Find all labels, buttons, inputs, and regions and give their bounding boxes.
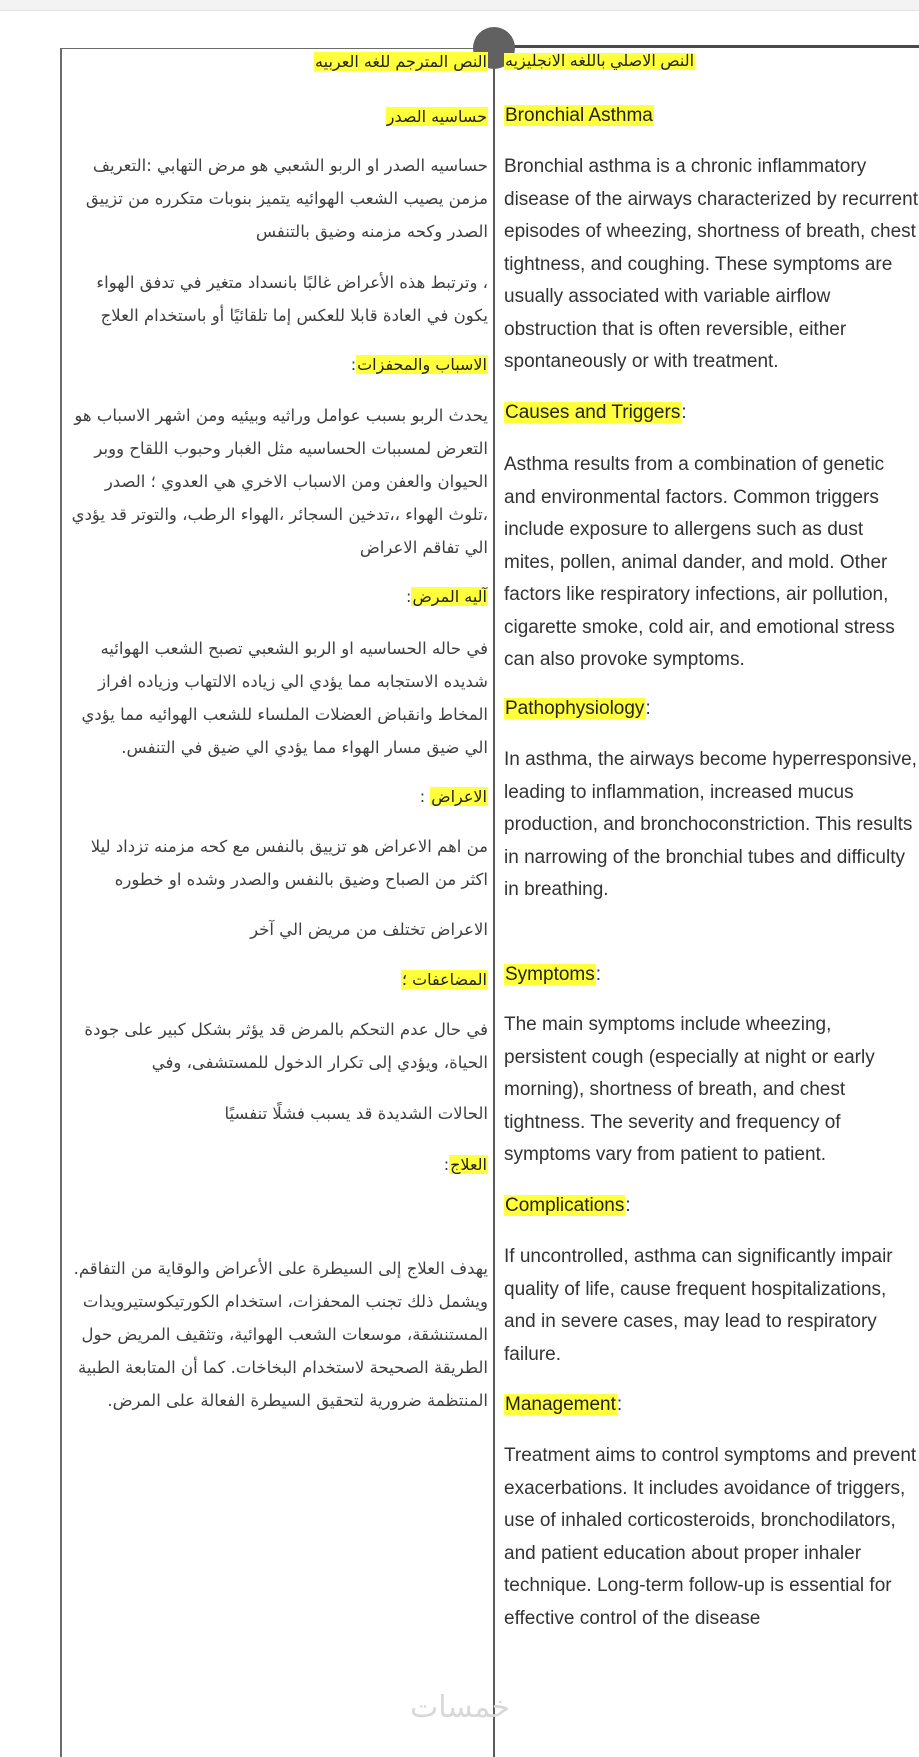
arabic-mechanism-text: في حاله الحساسيه او الربو الشعبي تصبح الشعب الهوائيه شديده الاستجابه مما يؤدي الي زياده الالتهاب وزياده افراز المخاط وانقباض العضلات الملساء للشعب الهوائيه مما يؤدي الي ضيق مسار الهواء مما يؤدي الي ضيق في التنفس. [81,639,488,757]
english-header: النص الاصلي باللغه الانجليزيه [505,53,695,70]
english-patho-text: In asthma, the airways become hyperresponsive, leading to inflammation, increased mucus production, and bronchoconstriction. This results in narrowing of the bronchial tubes and difficulty in breathing. [504,749,917,900]
english-patho-heading: Pathophysiology: [505,698,651,719]
english-causes-text: Asthma results from a combination of genetic and environmental factors. Common triggers include exposure to allergens such as dust mites, pollen, animal dander, and mold. Other factors like respiratory infections, air pollution, cigarette smoke, cold air, and emotional stress can also provoke symptoms. [504,454,895,670]
arabic-causes-text: يحدث الربو بسبب عوامل وراثيه وبيئيه ومن اشهر الاسباب هو التعرض لمسببات الحساسيه مثل الغبار وحبوب اللقاح ووبر الحيوان والعفن ومن الاسباب الاخري هي العدوي ؛ الصدر ،تلوث الهواء ،،تدخين السجائر ،الهواء الرطب، والتوتر قد يؤدي الي تفاقم الاعراض [71,406,488,557]
arabic-complications-text: في حال عدم التحكم بالمرض قد يؤثر بشكل كبير على جودة الحياة، ويؤدي إلى تكرار الدخول للمستشفى، وفي [84,1020,488,1072]
arabic-mechanism-heading: آليه المرض: [406,587,487,606]
column-divider[interactable] [493,48,495,1757]
arabic-definition: حساسيه الصدر او الربو الشعبي هو مرض التهابي :التعريف مزمن يصيب الشعب الهوائيه يتميز بنوبات متكرره من تزييق الصدر وكحه مزمنه وضيق بالتنفس [85,156,488,241]
arabic-title: حساسيه الصدر [386,107,487,126]
english-causes-heading: Causes and Triggers: [505,402,687,423]
top-rule-left [60,48,493,49]
arabic-treatment-heading: العلاج: [443,1155,487,1174]
english-title: Bronchial Asthma [505,105,653,126]
watermark: خمسات [409,1690,511,1725]
top-rule-right [495,45,919,48]
arabic-symptoms-heading: الاعراض : [419,787,487,806]
arabic-complications-heading: المضاعفات ؛ [401,970,487,989]
arabic-causes-heading: الاسباب والمحفزات: [350,355,487,374]
arabic-symptoms-text: من اهم الاعراض هو تزييق بالنفس مع كحه مزمنه تزداد ليلا اكثر من الصباح وضيق بالنفس والصدر وشده او خطوره [90,837,488,889]
arabic-header: النص المترجم للغه العربيه [315,52,487,71]
english-symptoms-heading: Symptoms: [505,964,602,985]
arabic-symptoms-vary: الاعراض تختلف من مريض الي آخر [250,920,488,939]
english-complications-text: If uncontrolled, asthma can significantly impair quality of life, cause frequent hospitalizations, and in severe cases, may lead to respiratory failure. [504,1246,893,1365]
arabic-complications-severe: الحالات الشديدة قد يسبب فشلًا تنفسيًا [224,1104,488,1123]
english-definition: Bronchial asthma is a chronic inflammatory disease of the airways characterized by recurrent episodes of wheezing, shortness of breath, chest tightness, and coughing. These symptoms are usually associated with variable airflow obstruction that is often reversible, either spontaneously or with treatment. [504,156,918,372]
english-management-text: Treatment aims to control symptoms and prevent exacerbations. It includes avoidance of triggers, use of inhaled corticosteroids, bronchodilators, and patient education about proper inhaler technique. Long-term follow-up is essential for effective control of the disease [504,1445,917,1629]
arabic-treatment-text: يهدف العلاج إلى السيطرة على الأعراض والوقاية من التفاقم. ويشمل ذلك تجنب المحفزات، استخدام الكورتيكوستيرويدات المستنشقة، موسعات الشعب الهوائية، وتثقيف المريض حول الطريقة الصحيحة لاستخدام البخاخات. كما أن المتابعة الطبية المنتظمة ضرورية لتحقيق السيطرة الفعالة على المرض. [73,1259,488,1410]
top-bar [0,0,919,11]
english-symptoms-text: The main symptoms include wheezing, persistent cough (especially at night or early morning), shortness of breath, and chest tightness. The severity and frequency of symptoms vary from patient to patient. [504,1014,875,1165]
arabic-association: ، وترتبط هذه الأعراض غالبًا بانسداد متغير في تدفق الهواء يكون في العادة قابلا للعكس إما تلقائيًا أو باستخدام العلاج [96,273,488,325]
english-management-heading: Management: [505,1394,623,1415]
left-column-border [60,48,62,1757]
english-complications-heading: Complications: [505,1195,631,1216]
